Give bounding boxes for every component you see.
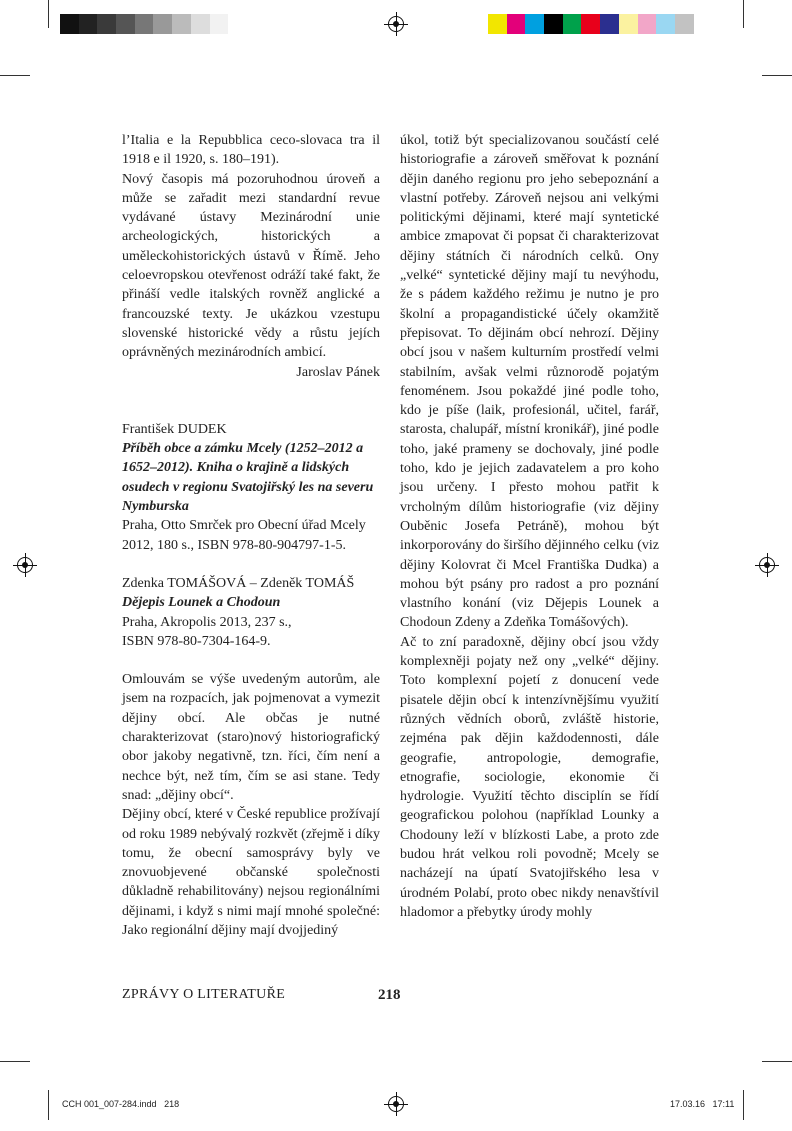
gray-swatch	[191, 14, 210, 34]
color-swatch	[525, 14, 544, 34]
book2-author: Zdenka TOMÁŠOVÁ – Zdeněk TOMÁŠ	[122, 575, 355, 591]
color-swatch	[488, 14, 507, 34]
crop-mark	[743, 0, 744, 28]
gray-swatch	[135, 14, 154, 34]
gray-swatch	[210, 14, 229, 34]
book1-title: Příběh obce a zámku Mcely (1252–2012 a 1652–2012). Kniha o krajině a lidských osudech v regionu Svatojiřský les na severu Nymburska	[122, 441, 374, 515]
color-swatch	[507, 14, 526, 34]
gray-color-bar	[60, 14, 228, 34]
crop-mark	[0, 75, 30, 76]
crop-mark	[762, 1061, 792, 1062]
book2-imprint-line1: Praha, Akropolis 2013, 237 s.,	[122, 614, 292, 630]
color-swatch	[675, 14, 694, 34]
crop-mark	[762, 75, 792, 76]
right-column	[400, 131, 659, 922]
color-swatch	[656, 14, 675, 34]
registration-mark-top-icon	[388, 16, 404, 32]
body-paragraph: Ač to zní paradoxně, dějiny obcí jsou vždy komplexněji pojaty než ony „velké“ dějiny. Toto komplexní pojetí z donucení vede pisatele dějin obcí k intenzívnějšímu využití různých vědních oborů, zvláště historie, zejména pak dějin každodennosti, dále geografie, antropologie, demografie, etnografie, sociologie, ekonomie či hydrologie. Využití těchto disciplín se řídí geografickou polohou (například Lounky a Chodouny leží v blízkosti Labe, a proto zde budou hrát velkou roli povodně; Mcely se nacházejí na úpatí Svatojiřského lesa v úrodném Polabí, proto obec nikdy nenavštívil hladomor a přebytky úrody mohly	[400, 634, 659, 920]
book1-imprint: Praha, Otto Smrček pro Obecní úřad Mcely 2012, 180 s., ISBN 978-80-904797-1-5.	[122, 518, 366, 553]
gray-swatch	[60, 14, 79, 34]
crop-mark	[743, 1090, 744, 1120]
color-swatch	[544, 14, 563, 34]
gray-swatch	[116, 14, 135, 34]
reviewer-name: Jaroslav Pánek	[296, 364, 380, 380]
review-end-text: l’Italia e la Repubblica ceco-slovaca tra il 1918 e il 1920, s. 180–191).	[122, 133, 380, 168]
page-number: 218	[378, 987, 401, 1003]
book2-imprint-line2: ISBN 978-80-7304-164-9.	[122, 633, 271, 649]
body-paragraph: Omlouvám se výše uvedeným autorům, ale jsem na rozpacích, jak pojmenovat a vymezit dějiny obcí. Ale občas je nutné charakterizovat (staro)nový historiografický obor jakoby negativně, tzn. říci, čím není a nechce být, než tím, čím se asi stane. Tedy snad: „dějiny obcí“.	[122, 672, 380, 803]
running-footer: ZPRÁVY O LITERATUŘE	[122, 987, 286, 1002]
color-swatch	[600, 14, 619, 34]
crop-mark	[48, 0, 49, 28]
registration-mark-right-icon	[759, 557, 775, 573]
crop-mark	[0, 1061, 30, 1062]
book2-title: Dějepis Lounek a Chodoun	[122, 595, 281, 611]
review-paragraph: Nový časopis má pozoruhodnou úroveň a může se zařadit mezi standardní revue vydávané ústavy Mezinárodní unie archeologických, historických a uměleckohistorických ústavů v Římě. Jeho celoevropskou otevřenost odráží také fakt, že přináší vedle italských rovněž anglické a francouzské texty. Je ukázkou vzestupu slovenské historické vědy a růstu jejích oprávněných mezinárodních ambicí.	[122, 171, 380, 361]
gray-swatch	[79, 14, 98, 34]
body-paragraph: úkol, totiž být specializovanou součástí celé historiografie a zároveň směřovat k poznání dějin daného regionu pro jeho sebepoznání a vlastní potřeby. Zároveň nejsou ani velkými politickými dějinami, které mají syntetické ambice zmapovat či popsat či charakterizovat dějiny státních či národních celků. Ony „velké“ syntetické dějiny mají tu nevýhodu, že s pádem každého režimu je nutno je pro školní a propagandistické účely okamžitě přepisovat. To dějinám obcí nehrozí. Dějiny obcí jsou v našem kulturním prostředí velmi stabilním, avšak velmi různorodě pojatým fenoménem. Jsou pokaždé jiné podle toho, kdo je píše (laik, profesionál, učitel, farář, starosta, chalupář, místní kronikář), jiné podle toho, jaké prameny se dochovaly, jiné podle toho, kdo je jejich zadavatelem a pro koho jsou určeny. I přesto mohou patřit k vrcholným dílům historiografie (viz dějiny Ouběnic Josefa Petráně), mohou být inkorporovány do širšího dějinného celku (viz dějiny Kolovrat či Mcel Františka Dudka) a mohou být psány pro radost a pro poznání vlastního konání (viz Dějepis Lounek a Chodoun Zdeny a Zdeňka Tomášových).	[400, 133, 659, 631]
gray-swatch	[153, 14, 172, 34]
crop-mark	[48, 1090, 49, 1120]
registration-mark-left-icon	[17, 557, 33, 573]
registration-mark-bottom-icon	[388, 1096, 404, 1112]
process-color-bar	[488, 14, 694, 34]
gray-swatch	[97, 14, 116, 34]
color-swatch	[563, 14, 582, 34]
gray-swatch	[172, 14, 191, 34]
book1-author: František DUDEK	[122, 421, 227, 437]
slug-timestamp: 17.03.16 17:11	[670, 1099, 735, 1109]
body-paragraph: Dějiny obcí, které v České republice prožívají od roku 1989 nebývalý rozkvět (zřejmě i díky tomu, že obecní samosprávy byly ve znovuobjevené občanské společnosti důkladně rehabilitovány) nejsou regionálními dějinami, i když s nimi mají mnohé společné: Jako regionální dějiny mají dvojjediný	[122, 807, 380, 938]
color-swatch	[638, 14, 657, 34]
color-swatch	[581, 14, 600, 34]
color-swatch	[619, 14, 638, 34]
left-column	[122, 131, 380, 940]
slug-file-info: CCH 001_007-284.indd 218	[62, 1099, 180, 1109]
